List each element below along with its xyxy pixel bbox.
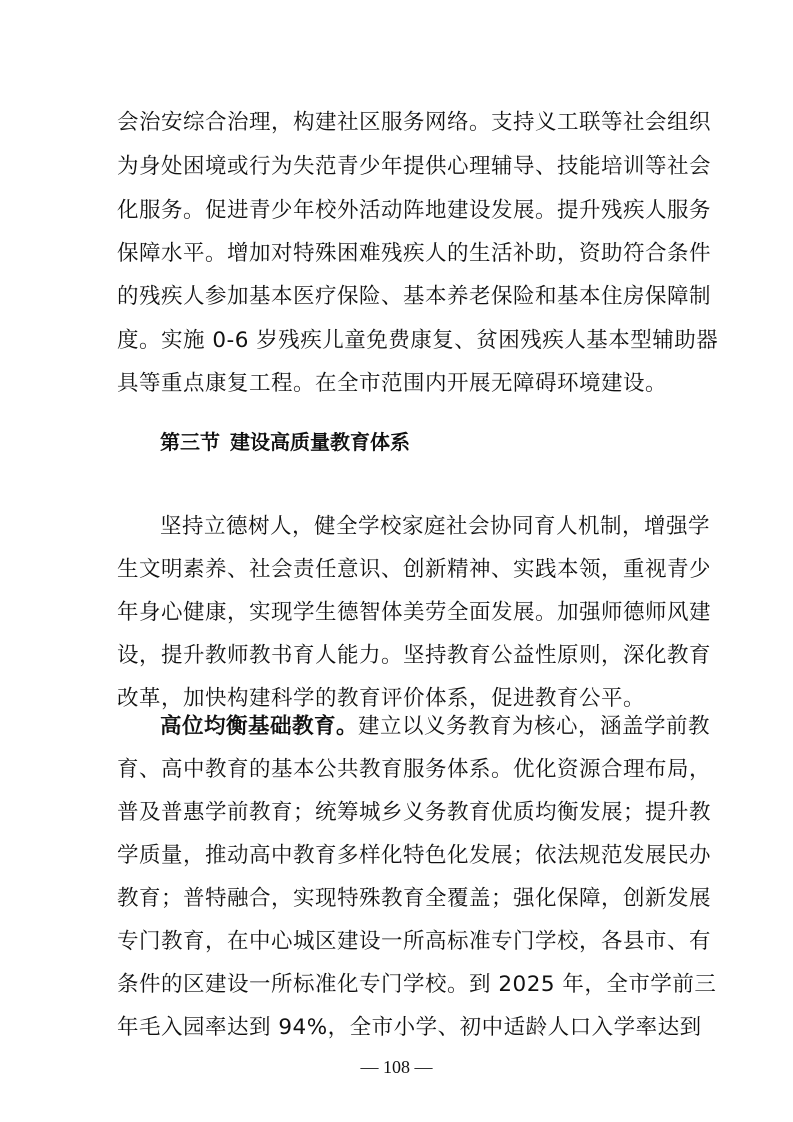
text-line: [160, 712, 711, 742]
text-line: 设，提升教师教书育人能力。坚持教育公益性原则，深化教育: [117, 643, 712, 668]
text-line: 生文明素养、社会责任意识、创新精神、实践本领，重视青少: [117, 557, 712, 582]
text-line: 专门教育，在中心城区建设一所高标准专门学校，各县市、有: [117, 929, 712, 954]
text-line: 度。实施 0-6 岁残疾儿童免费康复、贫困残疾人基本型辅助器: [117, 328, 719, 353]
bold-lead-phrase: 高位均衡基础教育。: [160, 714, 359, 739]
text-line: 年毛入园率达到 94%，全市小学、初中适龄人口入学率达到: [117, 1015, 702, 1040]
section-title: 建设高质量教育体系: [230, 430, 410, 454]
section-number: 第三节: [160, 430, 220, 454]
text-line: 年身心健康，实现学生德智体美劳全面发展。加强师德师风建: [117, 600, 712, 625]
text-line: 学质量，推动高中教育多样化特色化发展；依法规范发展民办: [117, 843, 712, 868]
section-heading: [160, 427, 410, 457]
text-line: 具等重点康复工程。在全市范围内开展无障碍环境建设。: [117, 371, 668, 396]
text-line: 育、高中教育的基本公共教育服务体系。优化资源合理布局，: [117, 757, 712, 782]
text-line: 化服务。促进青少年校外活动阵地建设发展。提升残疾人服务: [117, 198, 712, 223]
text-run: 建立以义务教育为核心，涵盖学前教: [358, 714, 711, 739]
text-line: 条件的区建设一所标准化专门学校。到 2025 年，全市学前三: [117, 972, 717, 997]
text-line: 的残疾人参加基本医疗保险、基本养老保险和基本住房保障制: [117, 284, 712, 309]
page-number: — 108 —: [360, 1057, 433, 1077]
text-line: 保障水平。增加对特殊困难残疾人的生活补助，资助符合条件: [117, 241, 712, 266]
text-line: 为身处困境或行为失范青少年提供心理辅导、技能培训等社会: [117, 154, 712, 179]
text-line: 改革，加快构建科学的教育评价体系，促进教育公平。: [117, 686, 646, 711]
text-line: 普及普惠学前教育；统筹城乡义务教育优质均衡发展；提升教: [117, 800, 712, 825]
text-line: 教育；普特融合，实现特殊教育全覆盖；强化保障，创新发展: [117, 886, 712, 911]
text-line: 坚持立德树人，健全学校家庭社会协同育人机制，增强学: [160, 514, 711, 539]
text-line: 会治安综合治理，构建社区服务网络。支持义工联等社会组织: [117, 110, 712, 135]
